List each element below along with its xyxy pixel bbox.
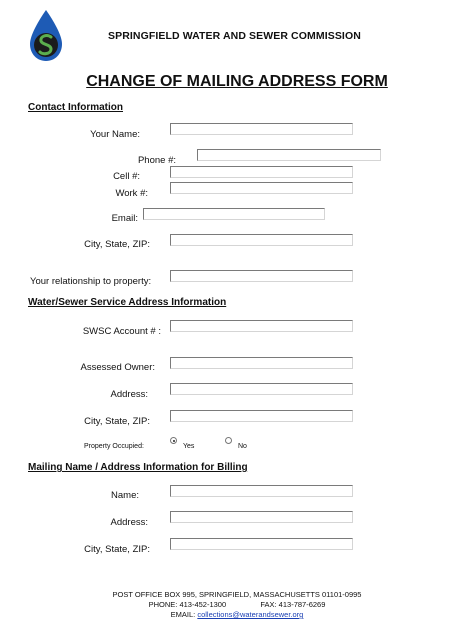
phone-field[interactable] [197, 149, 381, 161]
section-heading-service: Water/Sewer Service Address Information [28, 297, 227, 308]
contact-city-state-zip-label: City, State, ZIP: [84, 239, 150, 250]
billing-city-state-zip-field[interactable] [170, 538, 353, 550]
form-title: CHANGE OF MAILING ADDRESS FORM [86, 73, 388, 90]
property-occupied-label: Property Occupied: [84, 443, 144, 450]
water-drop-logo-icon [29, 10, 63, 62]
occupied-yes-label: Yes [183, 443, 195, 450]
billing-address-field[interactable] [170, 511, 353, 523]
service-address-field[interactable] [170, 383, 353, 395]
footer-address: POST OFFICE BOX 995, SPRINGFIELD, MASSACHUSETTS 01101-0995 [112, 590, 362, 599]
billing-city-state-zip-label: City, State, ZIP: [84, 544, 150, 555]
cell-field[interactable] [170, 166, 353, 178]
footer-contacts [0, 600, 474, 610]
assessed-owner-label: Assessed Owner: [80, 362, 155, 373]
relationship-field[interactable] [170, 270, 353, 282]
your-name-field[interactable] [170, 123, 353, 135]
section-heading-contact: Contact Information [28, 102, 123, 113]
assessed-owner-field[interactable] [170, 357, 353, 369]
occupied-yes-radio[interactable] [170, 437, 177, 444]
section-heading-billing: Mailing Name / Address Information for Billing [28, 462, 248, 473]
service-city-state-zip-label: City, State, ZIP: [84, 416, 150, 427]
service-city-state-zip-field[interactable] [170, 410, 353, 422]
billing-address-label: Address: [110, 517, 148, 528]
footer-email-line [0, 610, 474, 620]
cell-label: Cell #: [113, 171, 140, 182]
billing-name-label: Name: [111, 490, 139, 501]
occupied-no-label: No [238, 443, 247, 450]
footer-email-link[interactable]: collections@waterandsewer.org [197, 610, 304, 619]
organization-name: SPRINGFIELD WATER AND SEWER COMMISSION [108, 30, 361, 42]
footer-phone: PHONE: 413-452-1300 [148, 600, 227, 609]
relationship-label: Your relationship to property: [30, 276, 152, 287]
service-address-label: Address: [110, 389, 148, 400]
email-field[interactable] [143, 208, 325, 220]
account-number-field[interactable] [170, 320, 353, 332]
phone-label: Phone #: [137, 155, 176, 166]
your-name-label: Your Name: [90, 129, 140, 140]
footer-fax: FAX: 413-787-6269 [260, 600, 326, 609]
work-label: Work #: [115, 188, 148, 199]
account-number-label: SWSC Account # : [82, 326, 161, 337]
footer-email-label: EMAIL: [170, 610, 196, 619]
contact-city-state-zip-field[interactable] [170, 234, 353, 246]
work-field[interactable] [170, 182, 353, 194]
occupied-no-radio[interactable] [225, 437, 232, 444]
billing-name-field[interactable] [170, 485, 353, 497]
email-label: Email: [111, 213, 138, 224]
